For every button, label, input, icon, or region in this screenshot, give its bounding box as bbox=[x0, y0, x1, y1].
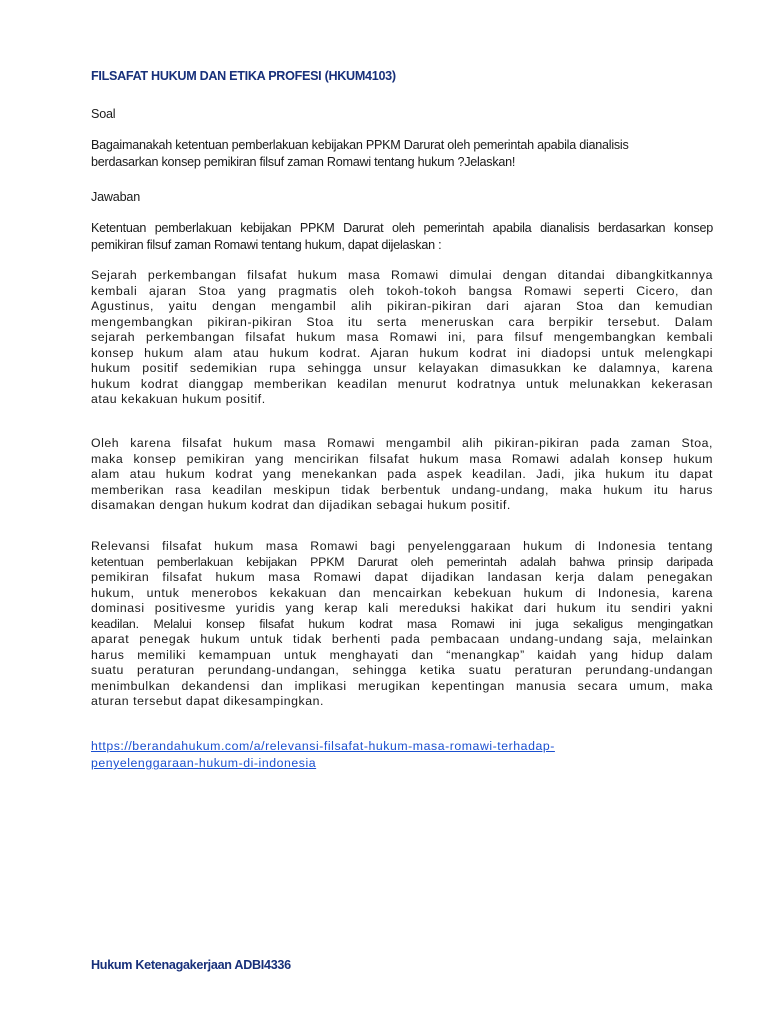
text-line: mengembangkan pikiran-pikiran Stoa itu serta meneruskan cara berpikir tersebut. Dalam bbox=[91, 314, 713, 329]
answer-paragraph-3 bbox=[91, 539, 713, 710]
text-line: Relevansi filsafat hukum masa Romawi bagi penyelenggaraan hukum di Indonesia tentang bbox=[91, 539, 713, 553]
text-line: maka konsep pemikiran yang mencirikan filsafat hukum masa Romawi adalah konsep hukum bbox=[91, 451, 713, 466]
course-title: FILSAFAT HUKUM DAN ETIKA PROFESI (HKUM4103) bbox=[91, 69, 396, 83]
text-line: Ketentuan pemberlakuan kebijakan PPKM Darurat oleh pemerintah apabila dianalisis berdasarkan konsep bbox=[91, 221, 713, 235]
text-line: Agustinus, yaitu dengan mengambil alih pikiran-pikiran dari ajaran Stoa dan kemudian bbox=[91, 299, 713, 314]
link-line[interactable]: https://berandahukum.com/a/relevansi-filsafat-hukum-masa-romawi-terhadap- bbox=[91, 739, 555, 753]
source-link[interactable] bbox=[91, 738, 555, 772]
answer-paragraph-1 bbox=[91, 268, 713, 408]
text-line: harus memiliki kemampuan untuk menghayati dan “menangkap” kaidah yang hidup dalam bbox=[91, 647, 713, 662]
text-line: ketentuan pemberlakuan kebijakan PPKM Darurat oleh pemerintah adalah bahwa prinsip daripada bbox=[91, 554, 713, 569]
text-line: hukum, untuk menerobos kekakuan dan mencairkan kebekuan hukum di Indonesia, karena bbox=[91, 585, 713, 600]
text-line: keadilan. Melalui konsep filsafat hukum kodrat masa Romawi ini juga sekaligus mengingatkan bbox=[91, 616, 713, 631]
text-line: memberikan rasa keadilan meskipun tidak berbentuk undang-undang, maka hukum itu harus bbox=[91, 482, 713, 497]
text-line: hukum positif sedemikian rupa sehingga unsur kelayakan dimasukkan ke dalamnya, karena bbox=[91, 361, 713, 376]
text-line: konsep hukum alam atau hukum kodrat. Ajaran hukum kodrat ini diadopsi untuk melengkapi bbox=[91, 345, 713, 360]
text-line: suatu peraturan perundang-undangan, sehingga ketika suatu peraturan perundang-undangan bbox=[91, 663, 713, 678]
text-line: alam atau hukum kodrat yang menekankan pada aspek keadilan. Jadi, jika hukum itu dapat bbox=[91, 467, 713, 482]
document-page bbox=[91, 0, 713, 1024]
next-course-title: Hukum Ketenagakerjaan ADBI4336 bbox=[91, 958, 291, 972]
text-line: Oleh karena filsafat hukum masa Romawi mengambil alih pikiran-pikiran pada zaman Stoa, bbox=[91, 436, 713, 450]
soal-label: Soal bbox=[91, 107, 116, 121]
answer-intro bbox=[91, 220, 713, 254]
text-line: berdasarkan konsep pemikiran filsuf zaman Romawi tentang hukum ?Jelaskan! bbox=[91, 155, 516, 169]
text-line: hukum kodrat dianggap memberikan keadilan menurut kodratnya untuk melunakkan kekerasan bbox=[91, 376, 713, 391]
text-line: Sejarah perkembangan filsafat hukum masa Romawi dimulai dengan ditandai dibangkitkannya bbox=[91, 268, 713, 282]
text-line: pemikiran filsafat hukum masa Romawi dapat dijadikan landasan kerja dalam penegakan bbox=[91, 570, 713, 585]
text-line: kembali ajaran Stoa yang pragmatis oleh tokoh-tokoh bangsa Romawi seperti Cicero, dan bbox=[91, 283, 713, 298]
answer-paragraph-2 bbox=[91, 436, 713, 514]
jawaban-label: Jawaban bbox=[91, 190, 141, 204]
text-line: atau kekakuan hukum positif. bbox=[91, 392, 266, 407]
text-line: sejarah perkembangan filsafat hukum masa Romawi ini, para filsuf mengembangkan kembali bbox=[91, 330, 713, 345]
text-line: disamakan dengan hukum kodrat dan dijadikan sebagai hukum positif. bbox=[91, 498, 511, 513]
text-line: aparat penegak hukum untuk tidak berhenti pada pembacaan undang-undang saja, melainkan bbox=[91, 632, 713, 647]
text-line: Bagaimanakah ketentuan pemberlakuan kebijakan PPKM Darurat oleh pemerintah apabila dianalisis bbox=[91, 138, 629, 152]
link-line[interactable]: penyelenggaraan-hukum-di-indonesia bbox=[91, 756, 317, 770]
text-line: aturan tersebut dapat dikesampingkan. bbox=[91, 694, 324, 709]
text-line: dominasi positivesme yuridis yang kerap kali mereduksi hakikat dari hukum itu sendiri yakni bbox=[91, 601, 713, 616]
question-text bbox=[91, 137, 713, 171]
text-line: pemikiran filsuf zaman Romawi tentang hukum, dapat dijelaskan : bbox=[91, 238, 442, 252]
text-line: menimbulkan dekandensi dan implikasi merugikan kepentingan manusia secara umum, maka bbox=[91, 678, 713, 693]
